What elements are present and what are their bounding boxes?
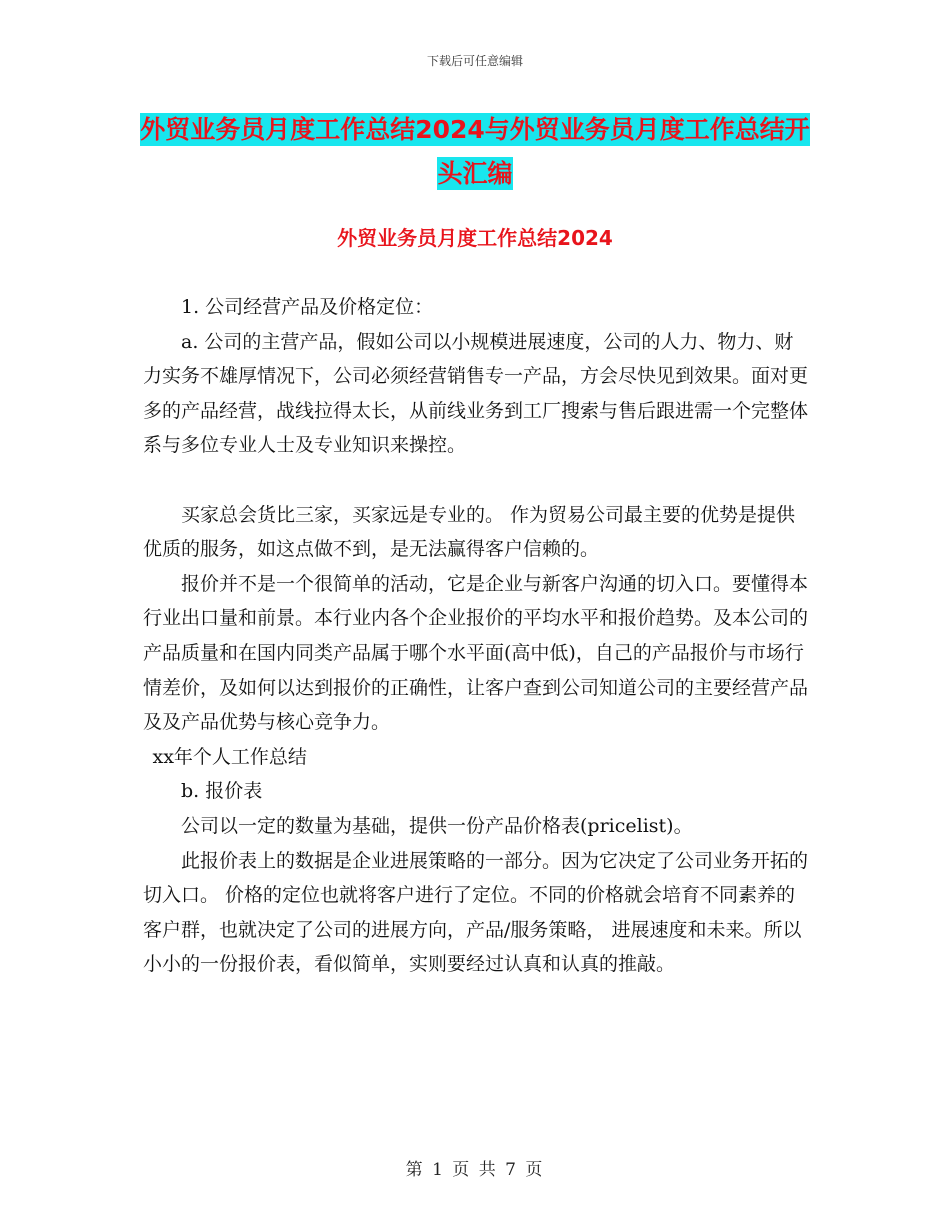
paragraph-quotation: 报价并不是一个很简单的活动，它是企业与新客户沟通的切入口。要懂得本行业出口量和前景。本行业内各个企业报价的平均水平和报价趋势。及本公司的产品质量和在国内同类产品属于哪个水平面(高中低)，自己的产品报价与市场行情差价，及如何以达到报价的正确性，让客户查到公司知道公司的主要经营产品及及产品优势与核心竞争力。 [143, 572, 809, 734]
section-title: 外贸业务员月度工作总结2024 [337, 226, 613, 250]
paragraph-pricelist: 公司以一定的数量为基础，提供一份产品价格表(pricelist)。 [181, 814, 693, 837]
paragraph-heading-1: 1. 公司经营产品及价格定位： [181, 296, 434, 318]
document-title [140, 108, 810, 196]
paragraph-pricelist-strategy: 此报价表上的数据是企业进展策略的一部分。因为它决定了公司业务开拓的切入口。 价格的定位也就将客户进行了定位。不同的价格就会培育不同素养的客户群，也就决定了公司的进展方向，产品/服务策略， 进展速度和未来。所以小小的一份报价表，看似简单，实则要经过认真和认真的推敲。 [143, 849, 809, 976]
paragraph-a: a. 公司的主营产品，假如公司以小规模进展速度，公司的人力、物力、财力实务不雄厚情况下，公司必须经营销售专一产品，方会尽快见到效果。面对更多的产品经营，战线拉得太长，从前线业务到工厂搜索与售后跟进需一个完整体系与多位专业人士及专业知识来操控。 [143, 330, 809, 457]
paragraph-xx-summary: xx年个人工作总结 [152, 745, 307, 768]
document-body [143, 290, 811, 982]
document-title-text: 外贸业务员月度工作总结2024与外贸业务员月度工作总结开头汇编 [140, 115, 810, 188]
header-note: 下载后可任意编辑 [426, 54, 523, 68]
paragraph-b-heading: b. 报价表 [181, 780, 263, 803]
paragraph-buyers: 买家总会货比三家，买家远是专业的。 作为贸易公司最主要的优势是提供优质的服务，如这点做不到，是无法赢得客户信赖的。 [143, 503, 796, 561]
page-footer: 第 1 页 共 7 页 [405, 1160, 545, 1180]
